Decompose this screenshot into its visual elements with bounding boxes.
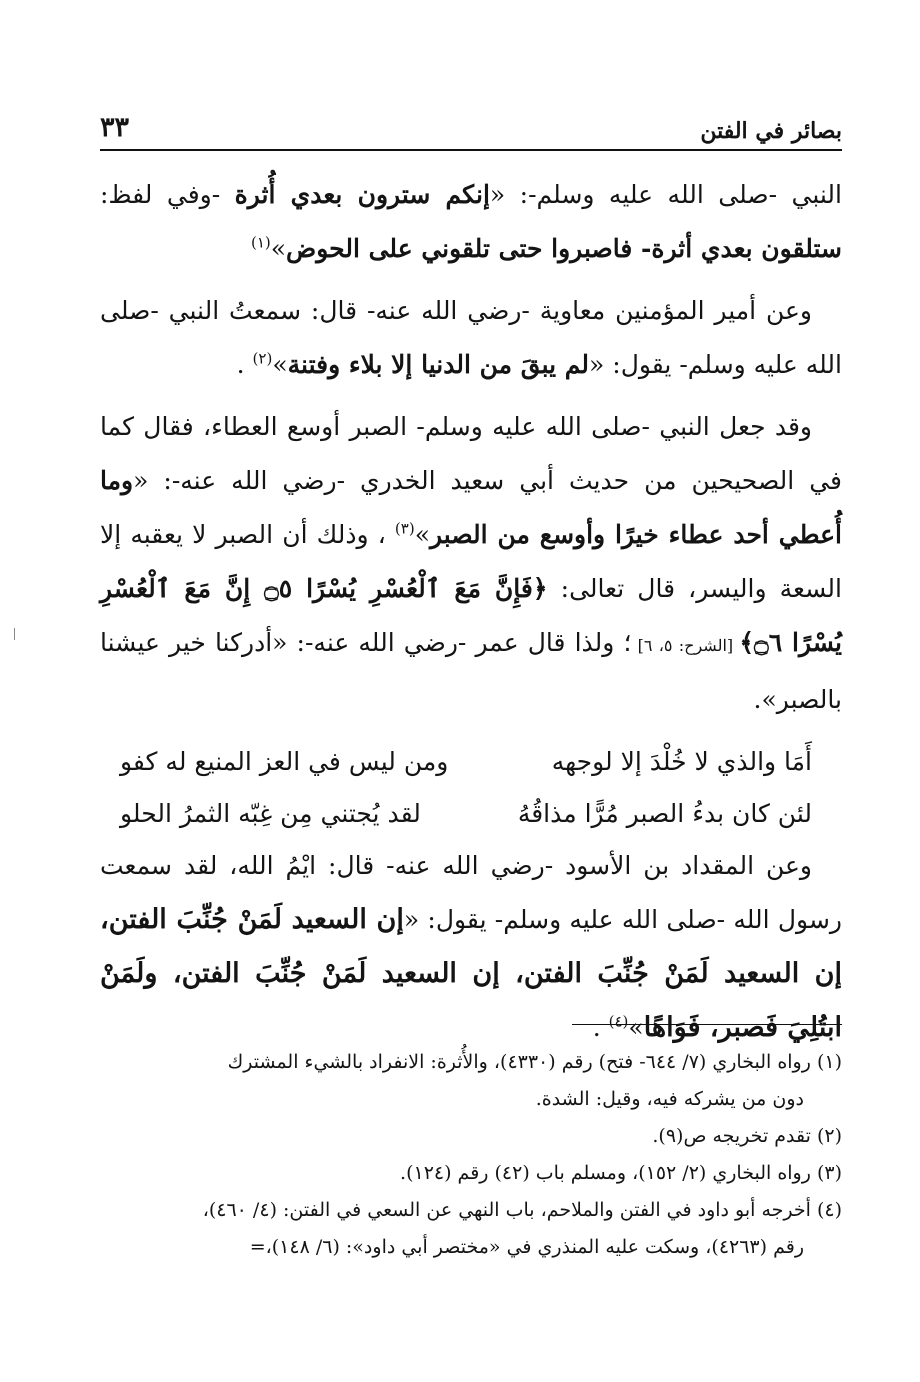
p2-text-1: وعن أمير المؤمنين معاوية -رضي الله عنه- قال: سمعتُ النبي -صلى الله عليه وسلم- يقول: « bbox=[100, 296, 842, 379]
running-header bbox=[100, 112, 842, 152]
verse-source: [الشرح: ٥، ٦] bbox=[631, 636, 740, 655]
quran-verse: ﴿فَإِنَّ مَعَ ٱلْعُسْرِ يُسْرًا ۝٥ إِنَّ مَعَ ٱلْعُسْرِ يُسْرًا ۝٦﴾ bbox=[100, 574, 842, 657]
footnote-ref-3[interactable]: (٣) bbox=[394, 519, 415, 538]
poem-line-2 bbox=[100, 787, 842, 839]
p4-end: . bbox=[592, 1013, 609, 1042]
p1-text-1: النبي -صلى الله عليه وسلم-: « bbox=[489, 180, 842, 209]
p1-hadith-2: ستلقون بعدي أثرة- فاصبروا حتى تلقوني على الحوض bbox=[286, 234, 842, 263]
poem-line-1-second-hemistich: ومن ليس في العز المنيع له كفو bbox=[120, 747, 449, 776]
p2-hadith: لم يبقَ من الدنيا إلا بلاء وفتنة bbox=[287, 350, 590, 379]
p3-text-2: ، وذلك أن الصبر لا يعقبه إلا السعة واليسر، قال تعالى: bbox=[100, 520, 842, 603]
paragraph-3 bbox=[100, 400, 842, 727]
p1-close-quote: » bbox=[270, 234, 287, 263]
header-rule bbox=[100, 149, 842, 151]
p2-close-quote: » bbox=[272, 350, 288, 379]
p3-hadith: وما أُعطي أحد عطاء خيرًا وأوسع من الصبر bbox=[100, 466, 842, 549]
paragraph-1 bbox=[100, 168, 842, 276]
paragraph-4 bbox=[100, 839, 842, 1055]
poem-line-1-first-hemistich: أَمَا والذي لا خُلْدَ إلا لوجهه bbox=[551, 747, 812, 776]
footnote-4: (٤) أخرجه أبو داود في الفتن والملاحم، باب النهي عن السعي في الفتن: (٤/ ٤٦٠)، bbox=[202, 1199, 842, 1221]
running-title: بصائر في الفتن bbox=[700, 118, 842, 144]
footnote-3: (٣) رواه البخاري (٢/ ١٥٢)، ومسلم باب (٤٢) رقم (١٢٤). bbox=[400, 1162, 842, 1184]
footnotes bbox=[100, 1044, 842, 1266]
p1-hadith-1: إنكم سترون بعدي أُثرة bbox=[234, 180, 490, 209]
footnote-ref-2[interactable]: (٢) bbox=[252, 349, 273, 368]
page-number: ٣٣ bbox=[100, 112, 130, 143]
footnote-4-continued: رقم (٤٢٦٣)، وسكت عليه المنذري في «مختصر أبي داود»: (٦/ ١٤٨)،= bbox=[249, 1236, 804, 1258]
footnote-1-continued: دون من يشركه فيه، وقيل: الشدة. bbox=[535, 1088, 804, 1110]
poem-line-2-second-hemistich: لقد يُجتني مِن غِبّه الثمرُ الحلو bbox=[120, 799, 421, 828]
p4-close-quote: » bbox=[628, 1013, 644, 1042]
main-text bbox=[100, 168, 842, 1063]
poem-line-2-first-hemistich: لئن كان بدءُ الصبر مُرًّا مذاقُهُ bbox=[517, 799, 812, 828]
footnote-1: (١) رواه البخاري (٧/ ٦٤٤- فتح) رقم (٤٣٣٠)، والأُثرة: الانفراد بالشيء المشترك bbox=[227, 1051, 842, 1073]
p1-text-2: -وفي لفظ: bbox=[100, 180, 235, 209]
p2-end: . bbox=[236, 350, 253, 379]
paragraph-2 bbox=[100, 284, 842, 392]
p4-hadith: إن السعيد لَمَنْ جُنِّبَ الفتن، إن السعيد لَمَنْ جُنِّبَ الفتن، إن السعيد لَمَنْ جُنِّبَ الفتن، ولَمَنْ ابتُلِيَ فَصبر، فَوَاهًا bbox=[100, 904, 842, 1043]
p4-text-1: وعن المقداد بن الأسود -رضي الله عنه- قال: ايْمُ الله، لقد سمعت رسول الله -صلى الله عليه وسلم- يقول: « bbox=[100, 851, 842, 934]
poem bbox=[100, 735, 842, 839]
footnote-separator bbox=[572, 1024, 842, 1025]
poem-line-1 bbox=[100, 735, 842, 787]
gutter-mark bbox=[14, 628, 15, 640]
p3-text-3: ؛ ولذا قال عمر -رضي الله عنه-: «أدركنا خير عيشنا بالصبر». bbox=[100, 628, 842, 714]
footnote-ref-4[interactable]: (٤) bbox=[608, 1012, 629, 1031]
p3-close-quote: » bbox=[414, 520, 430, 549]
footnote-ref-1[interactable]: (١) bbox=[250, 233, 271, 252]
p3-text-1: وقد جعل النبي -صلى الله عليه وسلم- الصبر أوسع العطاء، فقال كما في الصحيحين من حديث أبي سعيد الخدري -رضي الله عنه-: « bbox=[100, 412, 842, 495]
footnote-2: (٢) تقدم تخريجه ص(٩). bbox=[652, 1125, 842, 1147]
